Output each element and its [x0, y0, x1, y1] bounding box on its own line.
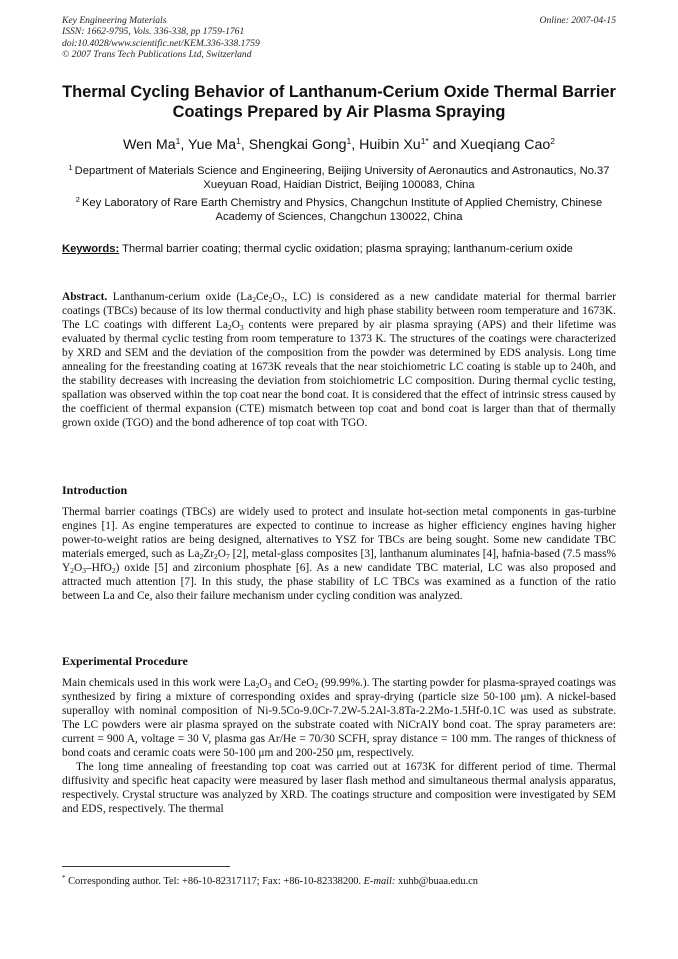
- email-label: E-mail:: [363, 876, 396, 887]
- author-affiliation-mark: 1: [236, 136, 241, 146]
- intro-text: ) oxide [5] and zirconium phosphate [6]. As a new candidate TBC material, LC was also proposed and attracted much attention [7]. In this study, the phase stability of LC TBCs was examined as a function of the ratio between La and Ce, also their failure mechanism under cycling condition was analyzed.: [62, 562, 616, 603]
- online-date: Online: 2007-04-15: [539, 15, 616, 26]
- keywords: [62, 242, 616, 256]
- experimental-paragraph-2: The long time annealing of freestanding top coat was carried out at 1673K for different period of time. Thermal diffusivity and specific heat capacity were measured by laser flash method and simultaneous thermal analysis apparatus, respectively. Crystal structure was analyzed by XRD. The coatings structure and composition were investigated by SEM and EDS, respectively. The thermal: [62, 761, 616, 816]
- abstract-text: O: [231, 319, 240, 332]
- author-separator: ,: [240, 137, 249, 153]
- abstract-text: Ce: [255, 291, 269, 303]
- subscript: 3: [239, 323, 244, 333]
- email-address: xuhb@buaa.edu.cn: [395, 876, 478, 887]
- experimental-text: Main chemicals used in this work were La: [62, 677, 256, 689]
- intro-text: O: [73, 562, 83, 575]
- subscript: 2: [268, 295, 273, 304]
- intro-text: –HfO: [85, 562, 112, 575]
- affiliation-text: Department of Materials Science and Engineering, Beijing University of Aeronautics and Astronautics, No.37 Xueyuan Road, Haidian District, Beijing 100083, China: [74, 165, 610, 191]
- experimental-text: and CeO: [271, 677, 315, 689]
- author-name: Shengkai Gong: [248, 137, 347, 153]
- footnote-mark: *: [62, 874, 66, 882]
- affiliation-number: 2: [75, 195, 80, 204]
- subscript: 2: [252, 295, 256, 304]
- subscript: 2: [227, 323, 232, 333]
- subscript: 3: [267, 681, 272, 690]
- intro-text: O: [217, 548, 227, 561]
- subscript: 2: [70, 566, 74, 576]
- issn-line: ISSN: 1662-9795, Vols. 336-338, pp 1759-1761: [62, 26, 245, 38]
- author-affiliation-mark: 1*: [420, 136, 429, 146]
- author-separator: ,: [351, 137, 360, 153]
- author-affiliation-mark: 1: [346, 136, 352, 146]
- abstract-text: Lanthanum-cerium oxide (La: [112, 291, 253, 303]
- subscript: 2: [199, 552, 204, 562]
- author-name: Huibin Xu: [359, 137, 421, 153]
- doi-line: doi:10.4028/www.scientific.net/KEM.336-338.1759: [62, 37, 260, 49]
- author-affiliation-mark: 2: [550, 136, 555, 146]
- affiliation-text: Key Laboratory of Rare Earth Chemistry and Physics, Changchun Institute of Applied Chemistry, Chinese Academy of Sciences, Changchun 130022, China: [81, 197, 603, 223]
- experimental-paragraph-1: [62, 676, 616, 760]
- author-name: Xueqiang Cao: [460, 137, 551, 153]
- abstract-text: contents were prepared by air plasma spraying (APS) and their lifetime was evaluated by thermal cyclic testing from room temperature to 1373 K. The structures of the coatings were characterized by XRD and SEM and the deviation of the composition from the powder was determined by EDS analysis. Long time annealing for the freestanding coating at 1673K reveals that the near stoichiometric LC coating is stable up to 240h, and the stability decreases with increasing the deviation from stoichiometric LC composition. During thermal cyclic testing, spallation was observed within the top coat near the bond coat. It is considered that the effect of intrinsic stress caused by the coefficient of thermal expansion (CTE) mismatch between top coat and bond coat is larger than that of thermally grown oxide (TGO) and the bond adherence of top coat with TGO.: [62, 319, 616, 430]
- author-name: Yue Ma: [187, 137, 237, 153]
- keywords-text: Thermal barrier coating; thermal cyclic oxidation; plasma spraying; lanthanum-cerium oxide: [122, 243, 573, 255]
- keywords-label: Keywords:: [62, 243, 120, 255]
- abstract: [62, 290, 616, 430]
- subscript: 2: [255, 681, 260, 690]
- abstract-label: Abstract.: [62, 291, 108, 303]
- experimental-text: (99.99%.). The starting powder for plasma-sprayed coatings was synthesized by firing a mixture of corresponding oxides and spray-drying (particle size 50-100 μm). A nickel-based superalloy with nominal composition of Ni-9.5Co-9.0Cr-7.2W-5.2Al-3.8Ta-2.2Mo-1.5Hf-0.1C was used as substrate. The LC powders were air plasma sprayed on the substrate coated with NiCrAlY bond coat. The spray parameters are: current = 900 A, voltage = 30 V, plasma gas Ar/He = 70/30 SCFH, spray distance = 100 mm. The ranges of thickness of bond coats and ceramic coats were 50-100 μm and 200-250 μm, respectively.: [62, 677, 616, 760]
- journal-header: [62, 15, 616, 61]
- subscript: 2: [111, 566, 116, 576]
- abstract-text: O: [272, 291, 281, 303]
- section-heading-introduction: Introduction: [62, 483, 128, 497]
- subscript: 7: [226, 552, 230, 562]
- paper-title: Thermal Cycling Behavior of Lanthanum-Cerium Oxide Thermal Barrier Coatings Prepared by Air Plasma Spraying: [62, 83, 616, 121]
- experimental-section: [62, 676, 616, 816]
- intro-text: Zr: [203, 548, 215, 561]
- author-separator: and: [428, 137, 461, 153]
- author-name: Wen Ma: [123, 137, 176, 153]
- abstract-text: , LC) is considered as a new candidate material for thermal barrier coatings (TBCs) because of its low thermal conductivity and high phase stability between room temperature and 1673K. The LC coatings with different La: [62, 291, 616, 332]
- affiliation-1: [62, 161, 616, 192]
- intro-text: [2], metal-glass composites [3], lanthanum aluminates [4], hafnia-based (7.5 mass% Y: [62, 548, 616, 575]
- affiliation-number: 1: [68, 163, 73, 172]
- intro-text: Thermal barrier coatings (TBCs) are widely used to protect and insulate hot-section metal components in gas-turbine engines [1]. As engine temperatures are expected to continue to increase as higher efficiency engines having higher power-to-weight ratios are being designed, alternatives to YSZ for TBCs are being sought. Some new candidate TBC materials emerged, such as La: [62, 506, 616, 561]
- introduction-paragraph: [62, 505, 616, 603]
- subscript: 2: [214, 552, 218, 562]
- section-heading-experimental: Experimental Procedure: [62, 654, 188, 668]
- subscript: 7: [280, 295, 285, 304]
- author-list: [62, 132, 616, 154]
- author-separator: ,: [180, 137, 188, 153]
- experimental-text: O: [259, 677, 268, 689]
- author-affiliation-mark: 1: [175, 136, 181, 146]
- footnote-rule: [62, 866, 230, 867]
- corresponding-author-footnote: [62, 872, 616, 888]
- footnote-text: Corresponding author. Tel: +86-10-82317117; Fax: +86-10-82338200.: [65, 876, 364, 887]
- subscript: 3: [82, 566, 86, 576]
- copyright-line: © 2007 Trans Tech Publications Ltd, Switzerland: [62, 49, 252, 61]
- journal-name: Key Engineering Materials: [62, 15, 167, 26]
- affiliation-2: [62, 193, 616, 224]
- subscript: 2: [314, 681, 319, 690]
